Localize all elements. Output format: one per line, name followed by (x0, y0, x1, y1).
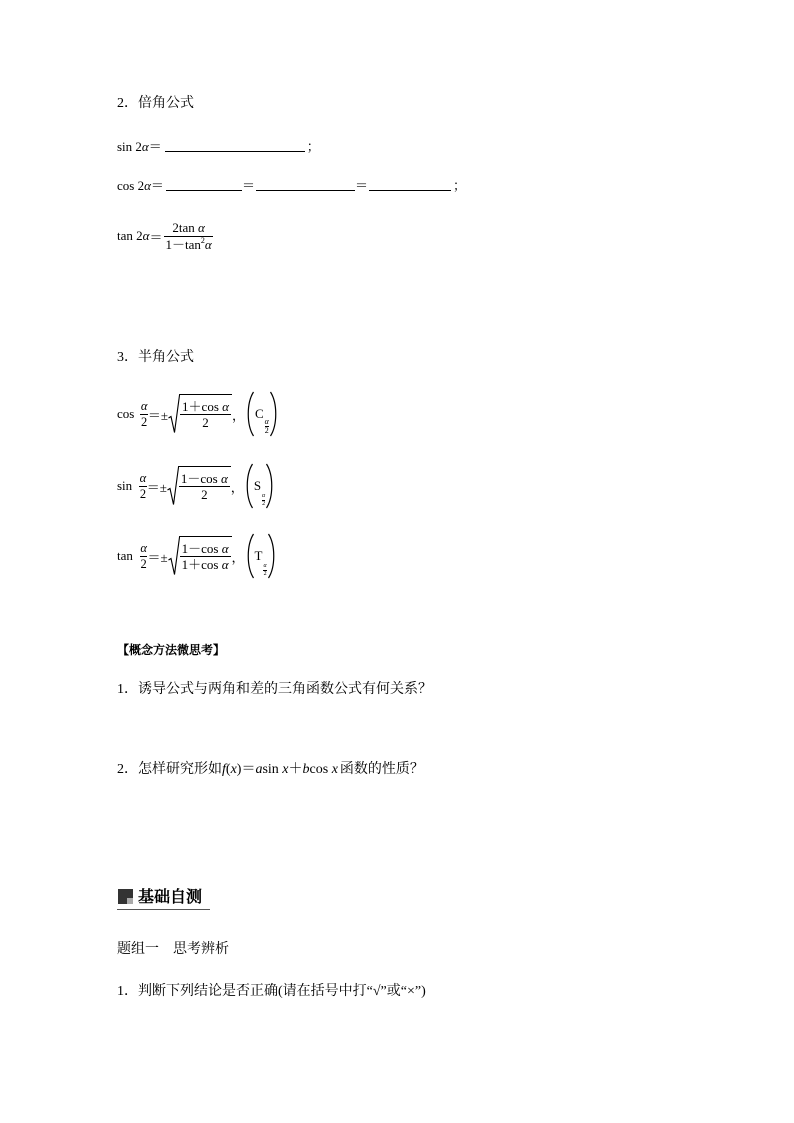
fraction-denominator: 2 (262, 500, 266, 507)
denominator-text: 1－tan (165, 236, 201, 252)
equals-sign: ＝ (241, 178, 255, 193)
radicand (180, 536, 232, 576)
sin-function: sin (262, 762, 283, 777)
sin-function: sin 2 (117, 139, 142, 154)
radicand-fraction (180, 541, 231, 572)
function-name: f (222, 762, 226, 777)
section-square-icon-corner (127, 898, 133, 904)
radical-sign (168, 536, 180, 576)
radicand-fraction (179, 471, 230, 502)
numerator-text: 2tan (172, 219, 198, 235)
alpha-variable: α (198, 219, 205, 235)
alpha-variable: α (141, 139, 149, 154)
answer-blank (256, 176, 355, 191)
sin-function: sin (117, 478, 133, 493)
fraction-numerator (179, 471, 230, 487)
open-paren (244, 463, 254, 509)
fraction-numerator (164, 220, 212, 237)
equals-plus-minus: ＝± (147, 549, 168, 565)
fraction-denominator (180, 557, 231, 572)
fraction-numerator: α (262, 492, 266, 499)
self-test-question-1: 1．判断下列结论是否正确(请在括号中打“√”或“×”) (117, 984, 426, 999)
tan-half-angle-formula (117, 532, 277, 580)
comma: ， (231, 407, 245, 423)
exponent: 2 (200, 235, 205, 245)
fraction-numerator: α (263, 562, 267, 569)
fraction-denominator: 2 (201, 487, 208, 502)
concept-question-1: 1．诱导公式与两角和差的三角函数公式有何关系？ (117, 682, 432, 697)
close-paren (267, 533, 277, 579)
section-underline (117, 909, 210, 910)
equals-sign: ＝ (150, 178, 164, 193)
alpha-variable: α (222, 399, 229, 414)
label-subscript-fraction (262, 493, 265, 508)
radicand (179, 466, 231, 506)
tan-function: tan (117, 548, 133, 563)
fraction-denominator: 2 (140, 556, 147, 571)
fraction-numerator (180, 541, 231, 557)
section-square-icon (118, 889, 133, 904)
comma: ， (231, 549, 245, 565)
concept-question-2 (117, 760, 424, 780)
equals-plus-minus: ＝± (147, 407, 169, 423)
half-angle-fraction (140, 541, 148, 572)
formula-label: S (253, 478, 262, 493)
label-subscript-fraction (263, 563, 266, 578)
fraction-denominator: 2 (202, 415, 209, 430)
sin-double-angle-formula (117, 137, 320, 157)
plus-sign: ＋ (288, 762, 303, 777)
x-variable: x (282, 762, 289, 777)
open-paren (245, 391, 255, 437)
alpha-variable: α (221, 557, 229, 572)
fraction-denominator: 2 (263, 570, 267, 577)
semicolon: ； (452, 178, 466, 193)
a-coefficient: a (255, 762, 263, 777)
question-text: 2．怎样研究形如 (117, 762, 222, 777)
open-paren (245, 533, 255, 579)
equals-plus-minus: ＝± (146, 479, 167, 495)
sin-half-angle-formula (117, 462, 275, 510)
self-test-heading: 基础自测 (138, 887, 203, 906)
alpha-variable: α (144, 178, 151, 193)
alpha-variable: α (142, 228, 150, 243)
x-variable: x (331, 762, 338, 777)
cos-function: cos (309, 762, 332, 777)
concept-heading: 【概念方法微思考】 (117, 643, 226, 657)
cos-double-angle-formula (117, 176, 466, 196)
numerator-text: 1－cos (181, 541, 222, 556)
radical-sign (167, 466, 179, 506)
answer-blank (166, 176, 242, 191)
comma: ， (230, 479, 244, 495)
alpha-variable: α (220, 471, 228, 486)
alpha-variable: α (221, 541, 229, 556)
fraction-numerator (180, 399, 231, 415)
square-root (168, 536, 232, 576)
answer-blank (369, 176, 451, 191)
tan-double-angle-fraction (164, 220, 212, 253)
square-root (167, 466, 231, 506)
x-variable: x (230, 762, 237, 777)
tan-double-angle-formula (117, 218, 213, 254)
numerator-text: 1－cos (180, 471, 221, 486)
formula-label: T (254, 548, 263, 563)
alpha-variable: α (204, 236, 212, 252)
fraction-numerator: α (139, 470, 147, 485)
radicand (180, 394, 232, 434)
fraction-numerator: α (140, 398, 148, 413)
numerator-text: 1＋cos (182, 399, 223, 414)
double-angle-heading: 2．倍角公式 (117, 96, 194, 111)
fraction-denominator: 2 (139, 486, 147, 501)
cos-function: cos (117, 406, 135, 421)
open-paren: ( (225, 762, 231, 777)
radical-sign (168, 394, 180, 434)
close-paren (269, 391, 279, 437)
half-angle-fraction (139, 471, 147, 502)
equals-sign: ＝ (149, 229, 163, 245)
tan-function: tan 2 (117, 228, 143, 243)
square-root (168, 394, 232, 434)
equals-sign: ＝ (148, 139, 162, 154)
label-subscript-fraction (265, 418, 269, 435)
equals-sign: ＝ (354, 178, 368, 193)
half-angle-heading: 3．半角公式 (117, 350, 194, 365)
fraction-numerator: α (140, 540, 147, 555)
denominator-text: 1＋cos (181, 557, 222, 572)
fraction-denominator: 2 (141, 414, 148, 429)
close-paren (265, 463, 275, 509)
fraction-denominator (164, 237, 212, 253)
b-coefficient: b (302, 762, 310, 777)
half-angle-fraction (140, 399, 148, 430)
cos-function: cos 2 (117, 178, 145, 193)
formula-label: C (254, 406, 264, 421)
radicand-fraction (180, 399, 231, 430)
semicolon: ； (306, 139, 320, 154)
cos-half-angle-formula (117, 390, 279, 438)
question-group-title: 题组一 思考辨析 (117, 942, 229, 957)
question-text: 函数的性质？ (339, 762, 424, 777)
fraction-denominator: 2 (264, 425, 269, 435)
fraction-numerator: α (264, 416, 269, 426)
close-paren-equals: )＝ (236, 762, 256, 777)
answer-blank (165, 137, 305, 152)
